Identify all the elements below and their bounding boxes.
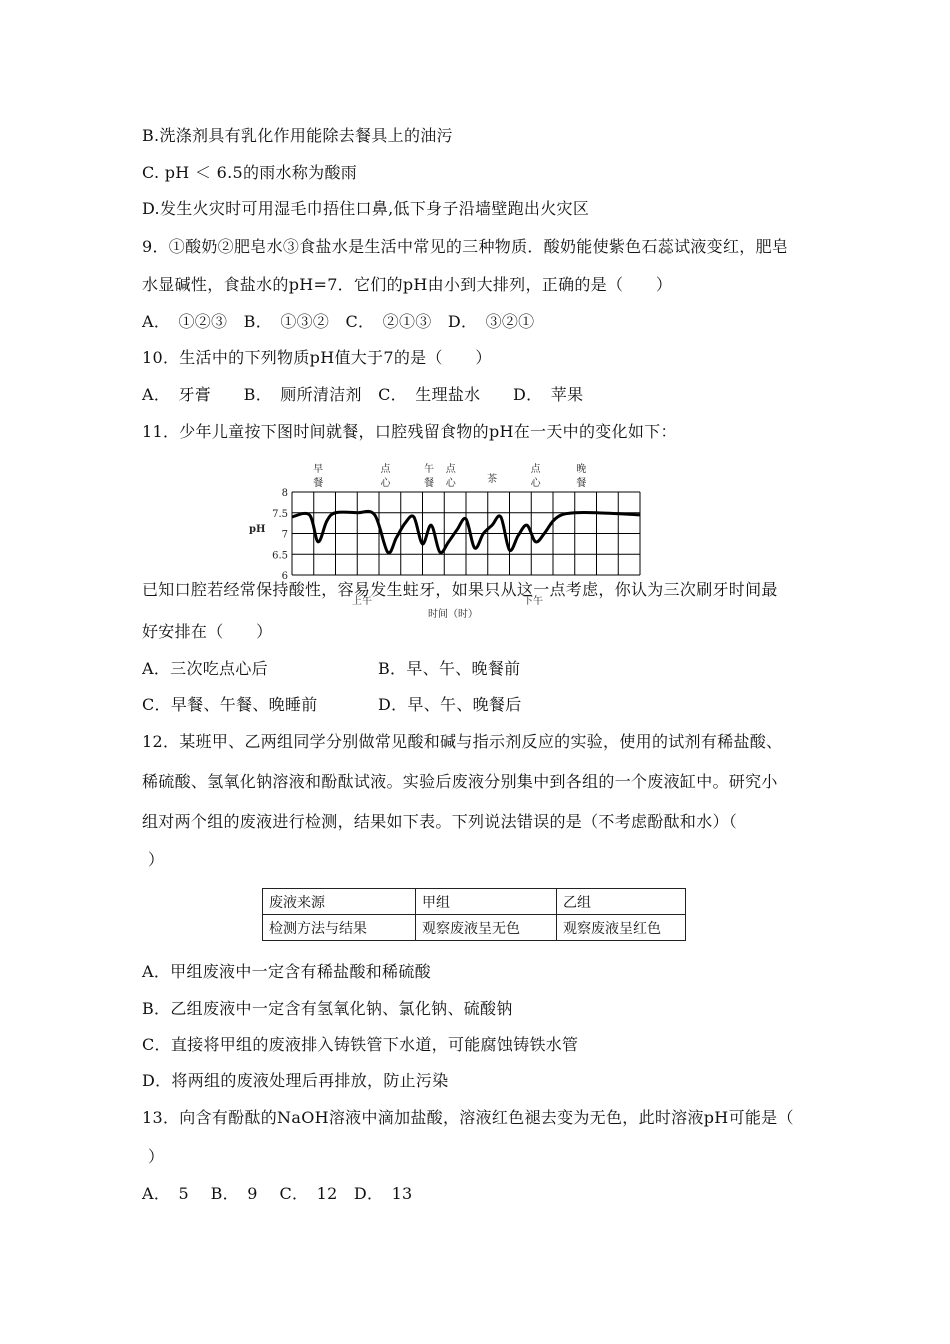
meal-label: 餐 bbox=[576, 478, 587, 489]
meal-label: 心 bbox=[530, 478, 541, 489]
option-c-line: C. pH ＜ 6.5的雨水称为酸雨 bbox=[142, 163, 358, 182]
meal-label: 点 bbox=[380, 464, 391, 475]
table-row bbox=[263, 915, 686, 941]
bottom-label-am: 上午 bbox=[352, 596, 372, 607]
y-tick-label: 8 bbox=[281, 488, 288, 499]
q9-stem-1: 9．①酸奶②肥皂水③食盐水是生活中常见的三种物质．酸奶能使紫色石蕊试液变红，肥皂 bbox=[142, 237, 789, 256]
q12-option-d: D．将两组的废液处理后再排放，防止污染 bbox=[142, 1071, 449, 1090]
q13-stem-1: 13．向含有酚酞的NaOH溶液中滴加盐酸，溶液红色褪去变为无色，此时溶液pH可能是（ bbox=[142, 1108, 794, 1127]
meal-label: 心 bbox=[445, 478, 456, 489]
q12-option-c: C．直接将甲组的废液排入铸铁管下水道，可能腐蚀铸铁水管 bbox=[142, 1035, 579, 1054]
y-tick-label: 6.5 bbox=[272, 550, 288, 562]
meal-label: 茶 bbox=[487, 474, 498, 485]
table-cell: 观察废液呈红色 bbox=[557, 915, 686, 941]
q12-option-b: B．乙组废液中一定含有氢氧化钠、氯化钠、硫酸钠 bbox=[142, 999, 513, 1018]
option-d-line: D.发生火灾时可用湿毛巾捂住口鼻,低下身子沿墙壁跑出火灾区 bbox=[142, 199, 590, 218]
q12-option-a: A．甲组废液中一定含有稀盐酸和稀硫酸 bbox=[142, 962, 431, 981]
q12-stem-4: ） bbox=[148, 850, 165, 869]
q11-text-2: 好安排在（ ） bbox=[142, 622, 273, 641]
meal-label: 心 bbox=[380, 478, 391, 489]
meal-label: 点 bbox=[530, 464, 541, 475]
q11-option-d: D．早、午、晚餐后 bbox=[378, 695, 522, 714]
meal-label: 晚 bbox=[576, 464, 587, 475]
y-tick-label: 7.5 bbox=[272, 508, 288, 520]
meal-label: 点 bbox=[445, 464, 456, 475]
q13-options: A． 5 B． 9 C． 12 D． 13 bbox=[142, 1184, 413, 1203]
waste-liquid-table bbox=[262, 888, 686, 941]
q10-stem: 10．生活中的下列物质pH值大于7的是（ ） bbox=[142, 348, 492, 367]
y-tick-label: 7 bbox=[281, 529, 288, 541]
q9-options: A． ①②③ B． ①③② C． ②①③ D． ③②① bbox=[142, 312, 535, 331]
meal-label: 早 bbox=[313, 464, 324, 475]
q9-stem-2: 水显碱性，食盐水的pH=7．它们的pH由小到大排列，正确的是（ ） bbox=[142, 275, 673, 294]
q11-option-a: A．三次吃点心后 bbox=[142, 659, 268, 678]
y-tick-label: 6 bbox=[281, 571, 288, 582]
q11-option-b: B．早、午、晚餐前 bbox=[378, 659, 521, 678]
table-cell: 观察废液呈无色 bbox=[416, 915, 557, 941]
q11-option-c: C．早餐、午餐、晚睡前 bbox=[142, 695, 318, 714]
meal-label: 午 bbox=[424, 464, 435, 475]
q11-text-1: 已知口腔若经常保持酸性，容易发生蛀牙，如果只从这一点考虑，你认为三次刷牙时间最 bbox=[142, 580, 778, 599]
table-cell: 检测方法与结果 bbox=[263, 915, 416, 941]
bottom-label-pm: 下午 bbox=[523, 596, 543, 607]
q12-stem-2: 稀硫酸、氢氧化钠溶液和酚酞试液。实验后废液分别集中到各组的一个废液缸中。研究小 bbox=[142, 772, 778, 791]
meal-label: 餐 bbox=[313, 478, 324, 489]
table-cell: 废液来源 bbox=[263, 889, 416, 915]
table-cell: 乙组 bbox=[557, 889, 686, 915]
option-b-line: B.洗涤剂具有乳化作用能除去餐具上的油污 bbox=[142, 126, 453, 145]
q11-stem: 11．少年儿童按下图时间就餐，口腔残留食物的pH在一天中的变化如下： bbox=[142, 422, 677, 441]
x-axis-label: 时间（时） bbox=[428, 609, 478, 620]
table-cell: 甲组 bbox=[416, 889, 557, 915]
meal-label: 餐 bbox=[424, 478, 435, 489]
q12-stem-1: 12．某班甲、乙两组同学分别做常见酸和碱与指示剂反应的实验，使用的试剂有稀盐酸、 bbox=[142, 732, 783, 751]
q12-stem-3: 组对两个组的废液进行检测，结果如下表。下列说法错误的是（不考虑酚酞和水）（ bbox=[142, 812, 738, 831]
q13-stem-2: ） bbox=[148, 1147, 165, 1166]
y-axis-label: pH bbox=[249, 524, 266, 535]
table-row bbox=[263, 889, 686, 915]
q10-options: A． 牙膏 B． 厕所清洁剂 C． 生理盐水 D． 苹果 bbox=[142, 385, 584, 404]
